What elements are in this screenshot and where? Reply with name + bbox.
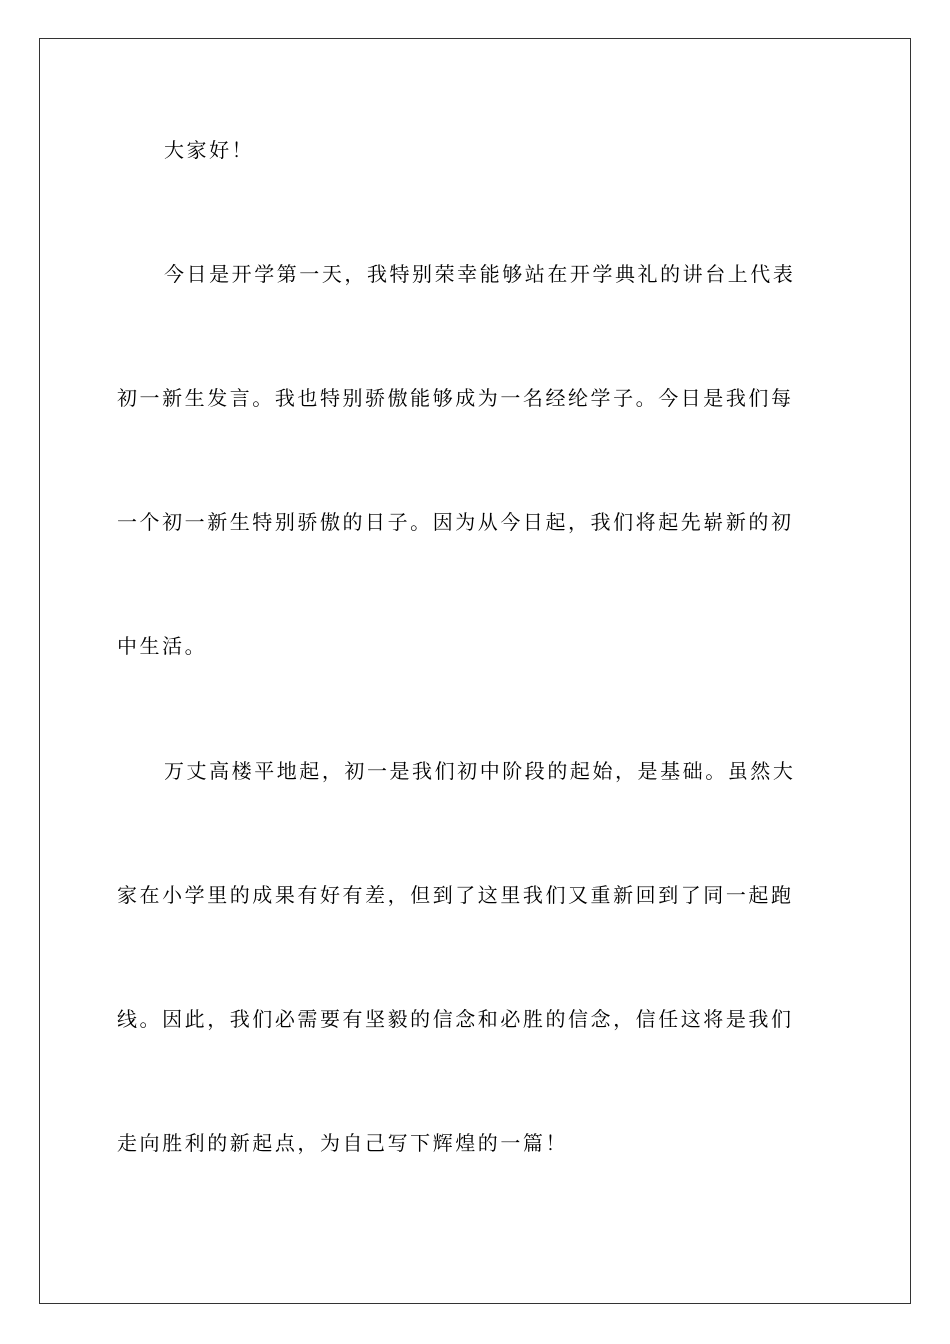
paragraph-1-line-2: 初一新生发言。我也特别骄傲能够成为一名经纶学子。今日是我们每	[117, 386, 794, 410]
paragraph-1-line-3: 一个初一新生特别骄傲的日子。因为从今日起，我们将起先崭新的初	[117, 510, 794, 534]
paragraph-1-line-4: 中生活。	[117, 634, 208, 658]
paragraph-2-line-4: 走向胜利的新起点，为自己写下辉煌的一篇！	[117, 1131, 568, 1155]
paragraph-2-line-2: 家在小学里的成果有好有差，但到了这里我们又重新回到了同一起跑	[117, 883, 794, 907]
paragraph-2-line-3: 线。因此，我们必需要有坚毅的信念和必胜的信念，信任这将是我们	[117, 1007, 794, 1031]
paragraph-2-line-1: 万丈高楼平地起，初一是我们初中阶段的起始，是基础。虽然大	[164, 759, 796, 783]
page-frame	[39, 38, 911, 1304]
paragraph-1-line-1: 今日是开学第一天，我特别荣幸能够站在开学典礼的讲台上代表	[164, 262, 796, 286]
greeting-line: 大家好！	[164, 138, 255, 162]
